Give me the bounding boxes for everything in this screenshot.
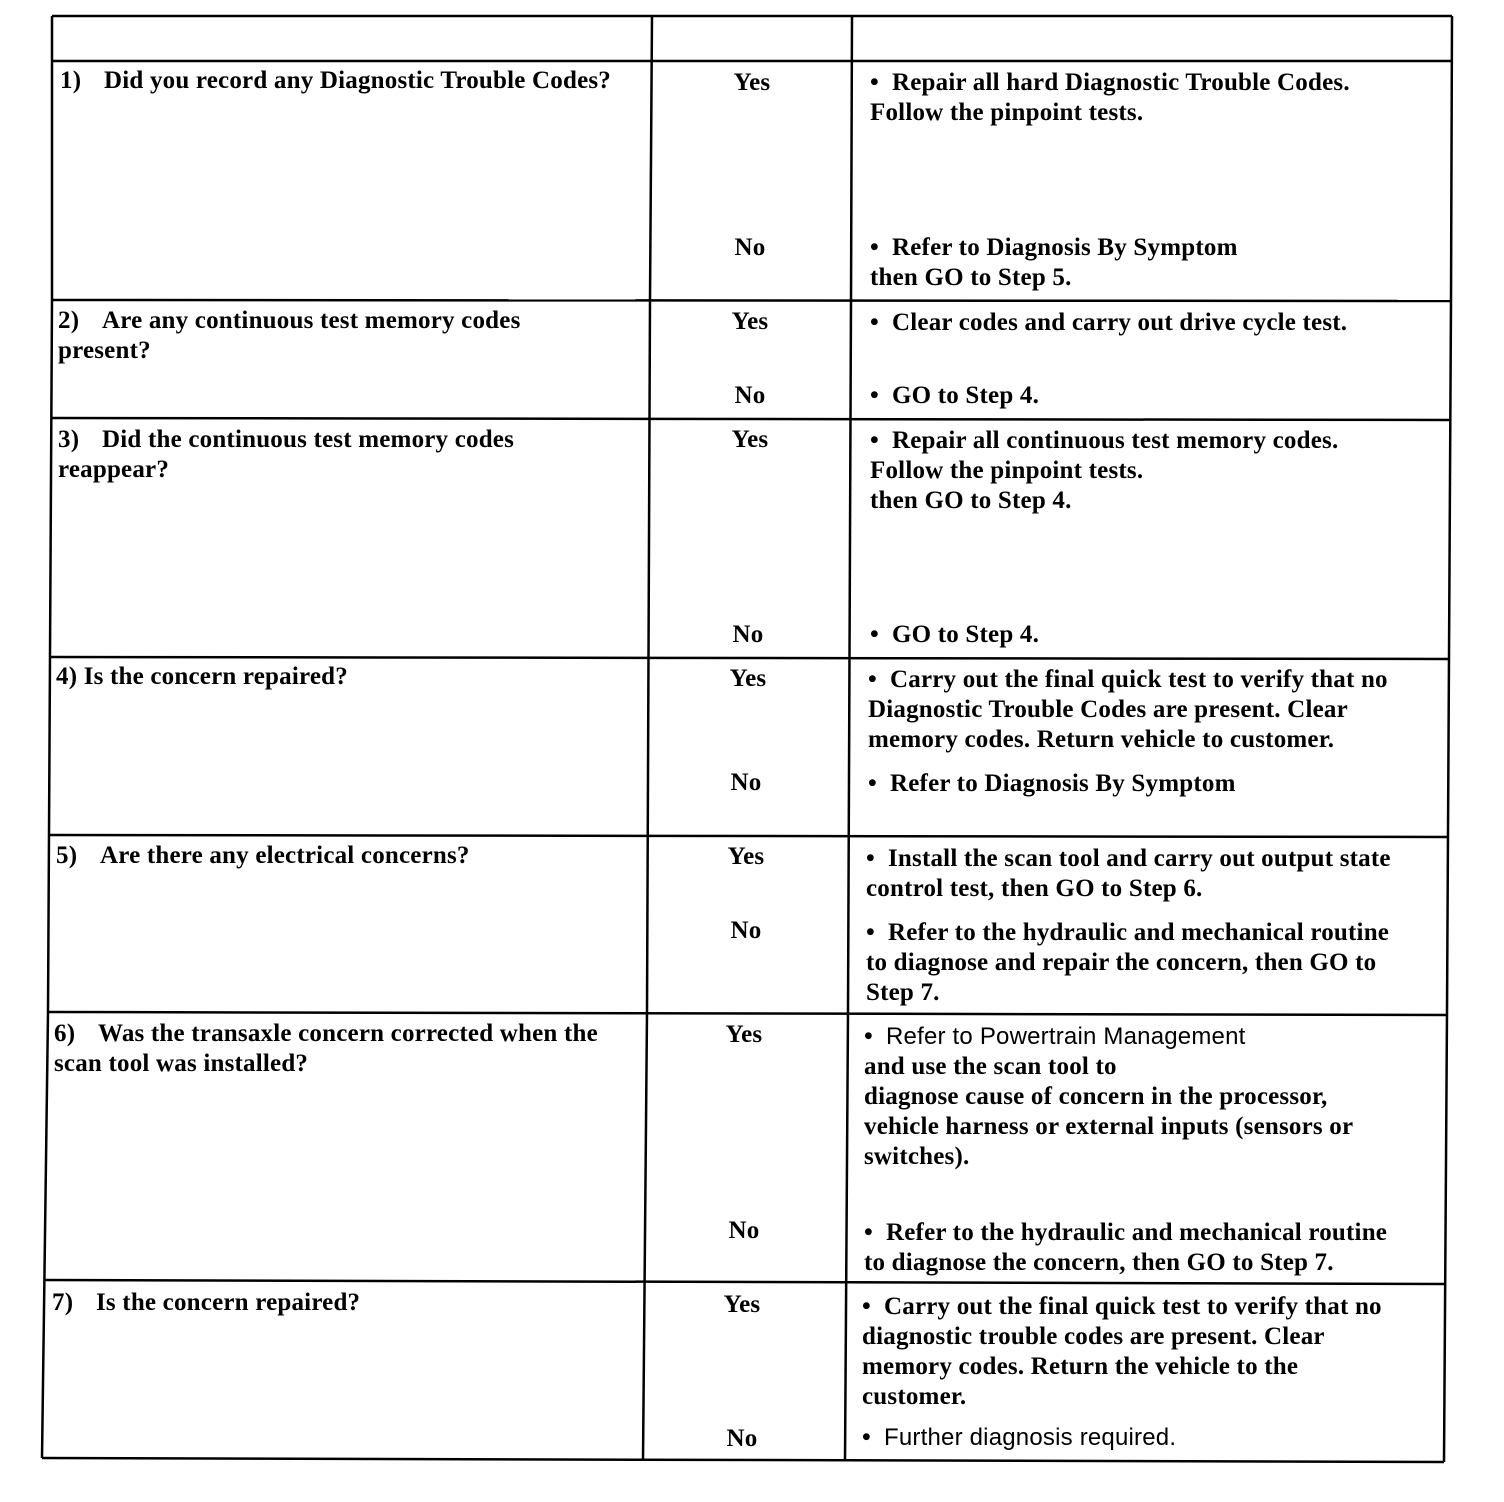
action-yes [860, 844, 1448, 904]
action-line: Step 7. [866, 979, 940, 1006]
bullet-icon: • [868, 770, 877, 797]
answer-yes: Yes [729, 665, 767, 692]
question-text: Did you record any Diagnostic Trouble Codes? [104, 67, 611, 94]
bullet-icon: • [862, 1293, 871, 1320]
answer-no: No [726, 1425, 758, 1452]
action-line: then GO to Step 4. [870, 487, 1072, 514]
answer-yes: Yes [731, 308, 769, 335]
action-line: GO to Step 4. [892, 382, 1040, 409]
action-line: and use the scan tool to [864, 1053, 1117, 1080]
question-7 [52, 1288, 612, 1318]
action-yes [864, 68, 1452, 128]
action-line: to diagnose the concern, then GO to Step 7. [864, 1249, 1334, 1276]
answer-yes: Yes [725, 1021, 763, 1048]
action-line: Install the scan tool and carry out output state [888, 845, 1391, 872]
answer-no: No [734, 234, 766, 261]
action-no [862, 769, 1450, 799]
action-line: vehicle harness or external inputs (sensors or [864, 1113, 1354, 1140]
question-3 [58, 425, 618, 485]
answer-no: No [730, 917, 762, 944]
bullet-icon: • [870, 234, 879, 261]
answer-yes: Yes [731, 426, 769, 453]
action-no [858, 1218, 1446, 1278]
question-6 [54, 1019, 614, 1079]
bullet-icon: • [870, 382, 879, 409]
action-no [864, 381, 1452, 411]
action-yes [864, 426, 1452, 516]
question-number: 3) [58, 426, 80, 453]
action-line: Repair all continuous test memory codes. [892, 427, 1339, 454]
action-line: memory codes. Return the vehicle to the [862, 1353, 1299, 1380]
question-5 [56, 841, 616, 871]
action-line: Follow the pinpoint tests. [870, 457, 1144, 484]
question-number: 4) [56, 663, 78, 690]
action-line: Refer to the hydraulic and mechanical routine [888, 919, 1390, 946]
action-line: Refer to the hydraulic and mechanical routine [886, 1219, 1388, 1246]
bullet-icon: • [864, 1219, 873, 1246]
answer-no: No [728, 1217, 760, 1244]
action-line: memory codes. Return vehicle to customer. [868, 726, 1335, 753]
action-line: Diagnostic Trouble Codes are present. Clear [868, 696, 1348, 723]
action-line: switches). [864, 1143, 970, 1170]
question-text: Is the concern repaired? [96, 1289, 361, 1316]
action-line: to diagnose and repair the concern, then GO to [866, 949, 1377, 976]
action-line: Clear codes and carry out drive cycle test. [892, 309, 1348, 336]
action-line: control test, then GO to Step 6. [866, 875, 1203, 902]
action-line: Refer to Diagnosis By Symptom [892, 234, 1238, 261]
question-number: 1) [60, 67, 82, 94]
answer-no: No [730, 769, 762, 796]
action-yes [862, 665, 1450, 755]
action-line: diagnostic trouble codes are present. Clear [862, 1323, 1325, 1350]
bullet-icon: • [870, 621, 879, 648]
bullet-icon: • [864, 1023, 873, 1050]
action-line: Follow the pinpoint tests. [870, 99, 1144, 126]
answer-no: No [734, 382, 766, 409]
action-line: customer. [862, 1383, 967, 1410]
bullet-icon: • [866, 845, 875, 872]
action-no [856, 1423, 1444, 1453]
bullet-icon: • [870, 69, 879, 96]
question-number: 6) [54, 1020, 76, 1047]
action-yes [864, 308, 1452, 338]
question-text: Are there any electrical concerns? [100, 842, 470, 869]
action-no [860, 918, 1448, 1008]
action-line: Carry out the final quick test to verify that no [884, 1293, 1382, 1320]
bullet-icon: • [866, 919, 875, 946]
action-yes [856, 1292, 1444, 1412]
action-line: Repair all hard Diagnostic Trouble Codes. [892, 69, 1350, 96]
action-line: Refer to Powertrain Management [886, 1023, 1246, 1050]
question-2 [58, 306, 618, 366]
action-yes [858, 1022, 1446, 1172]
answer-no: No [732, 621, 764, 648]
question-text: Was the transaxle concern corrected when the scan tool was installed? [54, 1020, 598, 1077]
bullet-icon: • [870, 427, 879, 454]
answer-yes: Yes [723, 1291, 761, 1318]
question-number: 5) [56, 842, 78, 869]
question-4 [56, 662, 616, 692]
action-no [864, 620, 1452, 650]
question-1 [60, 66, 620, 96]
action-line: Carry out the final quick test to verify that no [890, 666, 1388, 693]
question-number: 7) [52, 1289, 74, 1316]
bullet-icon: • [868, 666, 877, 693]
action-line: Refer to Diagnosis By Symptom [890, 770, 1236, 797]
action-line: Further diagnosis required. [884, 1424, 1177, 1451]
answer-yes: Yes [733, 69, 771, 96]
bullet-icon: • [870, 309, 879, 336]
question-text: Is the concern repaired? [83, 663, 348, 690]
answer-yes: Yes [727, 843, 765, 870]
action-line: GO to Step 4. [892, 621, 1040, 648]
action-line: then GO to Step 5. [870, 264, 1072, 291]
question-number: 2) [58, 307, 80, 334]
action-no [864, 233, 1452, 293]
action-line: diagnose cause of concern in the processor, [864, 1083, 1328, 1110]
question-text: Did the continuous test memory codes reappear? [58, 426, 515, 483]
question-text: Are any continuous test memory codes present? [58, 307, 521, 364]
bullet-icon: • [862, 1424, 871, 1451]
